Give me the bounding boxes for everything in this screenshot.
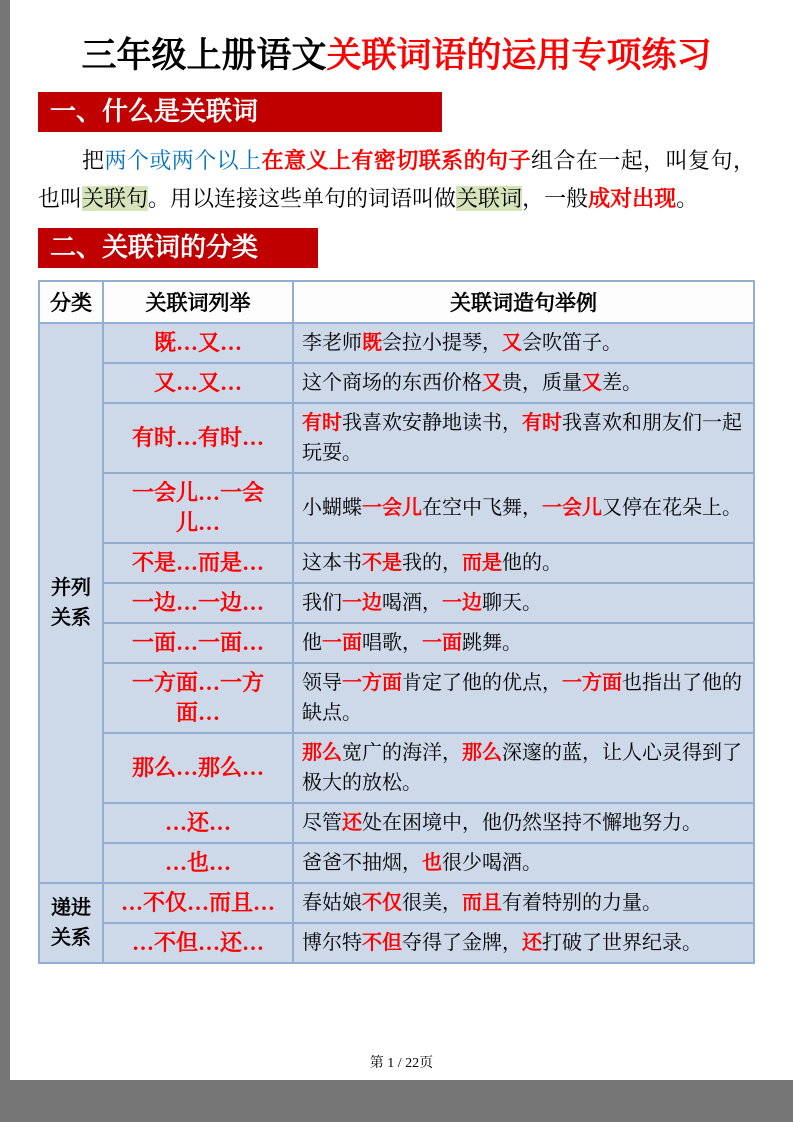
example-cell [293, 543, 754, 583]
text-segment: 还 [342, 811, 362, 834]
table-row [39, 843, 754, 883]
title-part-red: 关联词语的运用专项练习 [326, 36, 712, 75]
text-segment: 又 [582, 371, 602, 394]
text-segment: 一会儿 [362, 496, 422, 519]
text-segment: 关联句 [82, 185, 149, 211]
text-segment: 而是 [462, 551, 502, 574]
table-row [39, 923, 754, 963]
text-segment: 两个或两个以上 [104, 147, 262, 173]
conjunction-cell: …也… [103, 843, 293, 883]
table-row [39, 663, 754, 733]
table-row [39, 803, 754, 843]
text-segment: 一会儿 [542, 496, 602, 519]
text-segment: 。用以连接这些单句的词语叫做 [148, 185, 457, 211]
text-segment: 聊天。 [482, 591, 542, 614]
text-segment: 把 [82, 147, 105, 173]
example-cell [293, 323, 754, 363]
table-row [39, 733, 754, 803]
text-segment: 在意义上有密切联系的句子 [261, 147, 531, 173]
example-cell [293, 803, 754, 843]
text-segment: 一边 [442, 591, 482, 614]
text-segment: 我喜欢和朋友们一起玩耍。 [302, 411, 742, 464]
conjunction-cell: 那么…那么… [103, 733, 293, 803]
page-title [38, 28, 755, 78]
text-segment: 有着特别的力量。 [502, 891, 662, 914]
example-cell [293, 663, 754, 733]
section2-heading: 二、关联词的分类 [38, 228, 318, 268]
example-cell [293, 843, 754, 883]
text-segment: ，一般 [522, 185, 589, 211]
conjunction-cell: 一面…一面… [103, 623, 293, 663]
title-part-black: 三年级上册语文 [81, 36, 327, 75]
conjunction-table [38, 280, 755, 964]
conjunction-cell: 既…又… [103, 323, 293, 363]
example-cell [293, 363, 754, 403]
text-segment: 一方面 [562, 671, 622, 694]
text-segment: 一方面 [342, 671, 402, 694]
text-segment: 唱歌， [362, 631, 422, 654]
page-number: 第 1 / 22页 [369, 1056, 434, 1071]
text-segment: 夺得了金牌， [402, 931, 522, 954]
text-segment: 尽管 [302, 811, 342, 834]
text-segment: 小蝴蝶 [302, 496, 362, 519]
conjunction-cell: 有时…有时… [103, 403, 293, 473]
category-cell: 并列关系 [39, 323, 103, 883]
table-row [39, 363, 754, 403]
text-segment: 我喜欢安静地读书， [342, 411, 522, 434]
text-segment: 李老师 [302, 331, 362, 354]
example-cell [293, 733, 754, 803]
text-segment: 那么 [302, 741, 342, 764]
text-segment: 不是 [362, 551, 402, 574]
text-segment: 也指出了他的缺点。 [302, 671, 742, 724]
example-cell [293, 623, 754, 663]
example-cell [293, 923, 754, 963]
text-segment: 打破了世界纪录。 [542, 931, 702, 954]
text-segment: 也 [422, 851, 442, 874]
text-segment: 这本书 [302, 551, 362, 574]
text-segment: 成对出现 [588, 185, 677, 211]
text-segment: 组合在一起，叫复句，也叫 [38, 147, 755, 211]
intro-paragraph [38, 142, 755, 218]
conjunction-cell: …不仅…而且… [103, 883, 293, 923]
text-segment: 那么 [462, 741, 502, 764]
table-header: 关联词造句举例 [293, 281, 754, 323]
table-row [39, 883, 754, 923]
text-segment: 在空中飞舞， [422, 496, 542, 519]
text-segment: 处在困境中，他仍然坚持不懈地努力。 [362, 811, 702, 834]
text-segment: 喝酒， [382, 591, 442, 614]
text-segment: 又 [482, 371, 502, 394]
text-segment: 这个商场的东西价格 [302, 371, 482, 394]
conjunction-cell: 一方面…一方面… [103, 663, 293, 733]
conjunction-cell: …不但…还… [103, 923, 293, 963]
text-segment: 又 [502, 331, 522, 354]
conjunction-cell: …还… [103, 803, 293, 843]
example-cell [293, 473, 754, 543]
example-cell [293, 583, 754, 623]
text-segment: 会吹笛子。 [522, 331, 622, 354]
conjunction-cell: 不是…而是… [103, 543, 293, 583]
text-segment: 一边 [342, 591, 382, 614]
table-row [39, 473, 754, 543]
text-segment: 会拉小提琴， [382, 331, 502, 354]
text-segment: 一面 [322, 631, 362, 654]
text-segment: 有时 [522, 411, 562, 434]
text-segment: 爸爸不抽烟， [302, 851, 422, 874]
table-header: 关联词列举 [103, 281, 293, 323]
text-segment: 差。 [602, 371, 642, 394]
text-segment: 我们 [302, 591, 342, 614]
example-cell [293, 403, 754, 473]
text-segment: 宽广的海洋， [342, 741, 462, 764]
text-segment: 既 [362, 331, 382, 354]
section1-heading: 一、什么是关联词 [38, 92, 442, 132]
text-segment: 肯定了他的优点， [402, 671, 562, 694]
text-segment: 关联词 [456, 185, 523, 211]
table-header: 分类 [39, 281, 103, 323]
text-segment: 不仅 [362, 891, 402, 914]
text-segment: 他 [302, 631, 322, 654]
table-row [39, 623, 754, 663]
table-row [39, 403, 754, 473]
conjunction-cell: 一边…一边… [103, 583, 293, 623]
text-segment: 还 [522, 931, 542, 954]
conjunction-cell: 一会儿…一会儿… [103, 473, 293, 543]
text-segment: 很美， [402, 891, 462, 914]
table-row [39, 543, 754, 583]
text-segment: 他的。 [502, 551, 562, 574]
text-segment: 一面 [422, 631, 462, 654]
text-segment: 有时 [302, 411, 342, 434]
text-segment: 贵，质量 [502, 371, 582, 394]
text-segment: 深邃的蓝，让人心灵得到了极大的放松。 [302, 741, 742, 794]
text-segment: 春姑娘 [302, 891, 362, 914]
text-segment: 跳舞。 [462, 631, 522, 654]
text-segment: 而且 [462, 891, 502, 914]
text-segment: 博尔特 [302, 931, 362, 954]
category-cell: 递进关系 [39, 883, 103, 963]
text-segment: 很少喝酒。 [442, 851, 542, 874]
table-row [39, 583, 754, 623]
table-row [39, 323, 754, 363]
text-segment: 又停在花朵上。 [602, 496, 742, 519]
example-cell [293, 883, 754, 923]
document-page [10, 0, 793, 1080]
table-header-row [39, 281, 754, 323]
text-segment: 不但 [362, 931, 402, 954]
text-segment: 领导 [302, 671, 342, 694]
text-segment: 。 [676, 185, 699, 211]
text-segment: 我的， [402, 551, 462, 574]
conjunction-cell: 又…又… [103, 363, 293, 403]
